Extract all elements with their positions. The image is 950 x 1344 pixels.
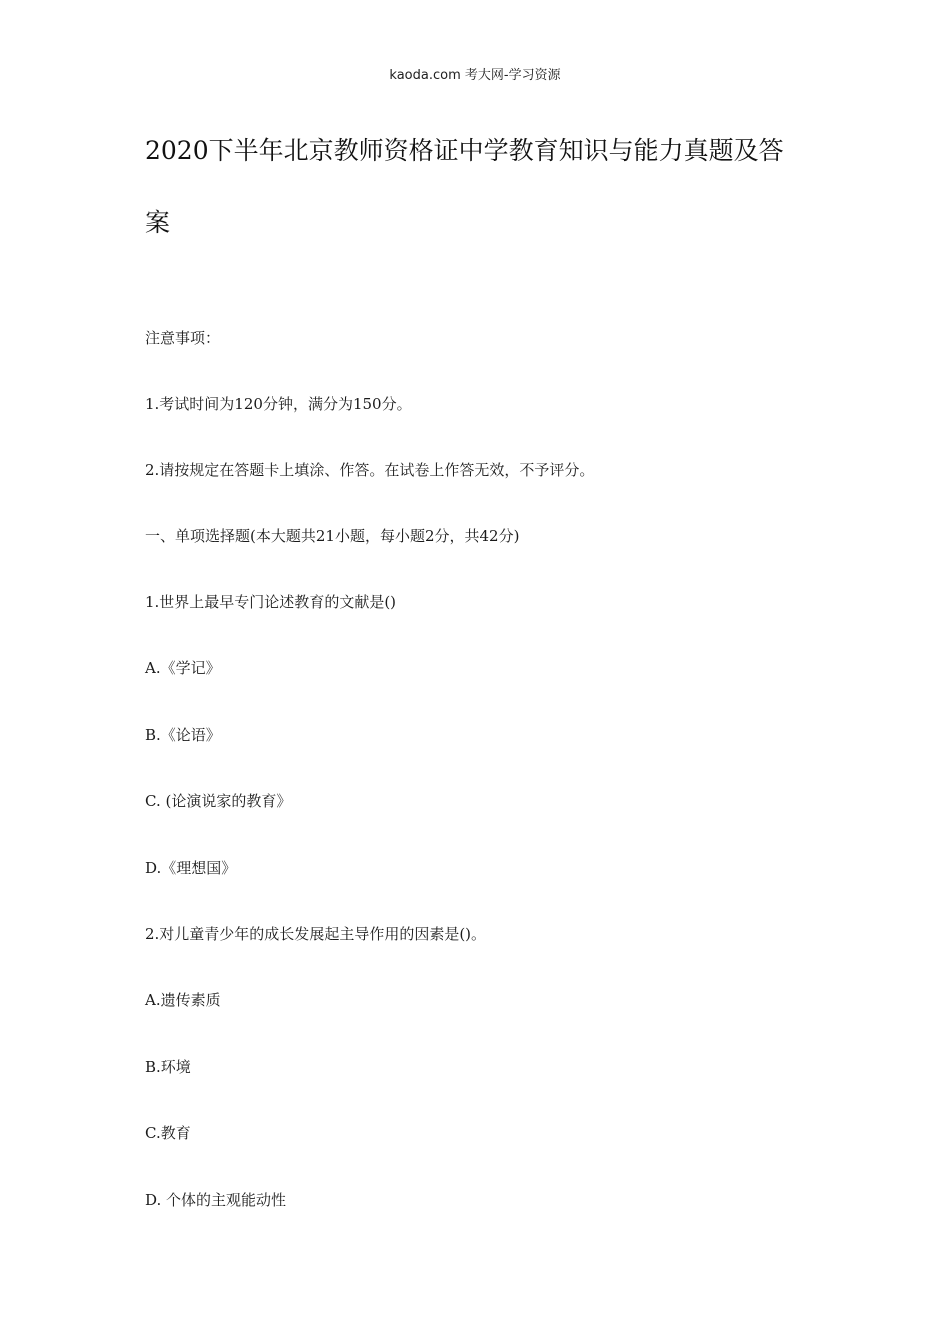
notes-heading: 注意事项：	[145, 329, 221, 347]
note-item-2: 2.请按规定在答题卡上填涂、作答。在试卷上作答无效，不予评分。	[145, 461, 595, 479]
note-item-1: 1.考试时间为120分钟，满分为150分。	[145, 395, 412, 413]
question-1-option-b: B.《论语》	[145, 726, 221, 744]
question-1-option-c: C. (论演说家的教育》	[145, 792, 292, 810]
question-1-option-d: D.《理想国》	[145, 859, 237, 877]
question-2-option-b: B.环境	[145, 1058, 191, 1076]
question-1-stem: 1.世界上最早专门论述教育的文献是()	[145, 593, 397, 611]
question-1-option-a: A.《学记》	[145, 659, 221, 677]
question-2-stem: 2.对儿童青少年的成长发展起主导作用的因素是()。	[145, 925, 487, 943]
question-2-option-c: C.教育	[145, 1124, 191, 1142]
page-header: kaoda.com 考大网-学习资源	[389, 68, 561, 83]
section-heading: 一、单项选择题(本大题共21小题，每小题2分，共42分)	[145, 527, 520, 545]
document-title-line-2: 案	[145, 208, 171, 237]
document-title-line-1: 2020下半年北京教师资格证中学教育知识与能力真题及答	[145, 136, 784, 165]
question-2-option-a: A.遗传素质	[145, 991, 221, 1009]
question-2-option-d: D. 个体的主观能动性	[145, 1191, 287, 1209]
